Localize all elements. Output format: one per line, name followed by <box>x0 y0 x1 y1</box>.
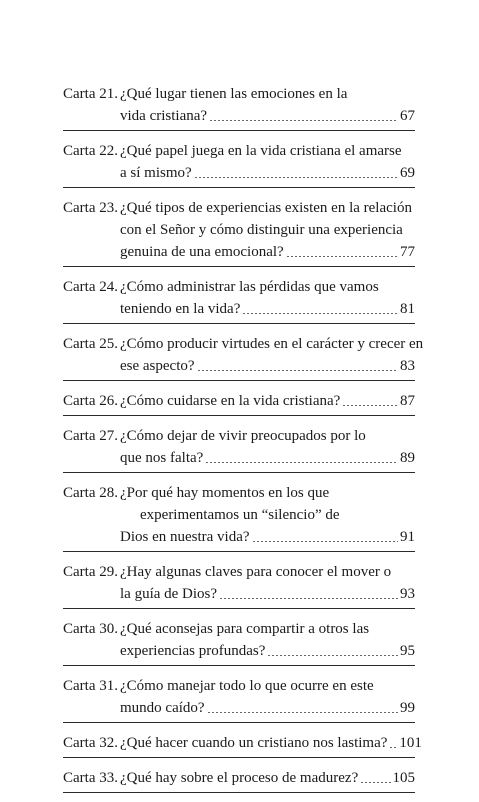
toc-entry <box>63 197 415 267</box>
toc-entry <box>63 767 415 793</box>
toc-entry-line <box>63 140 415 162</box>
dot-leader <box>342 405 398 406</box>
letter-number: Carta 21. <box>63 86 118 102</box>
toc-entry <box>63 561 415 609</box>
page-number: 77 <box>400 244 415 260</box>
page-number: 95 <box>400 643 415 659</box>
letter-number: Carta 25. <box>63 336 118 352</box>
page-number: 87 <box>400 393 415 409</box>
toc-entry-line <box>63 219 415 241</box>
letter-title: ¿Qué papel juega en la vida cristiana el amarse <box>120 143 402 159</box>
toc-entry-final-line <box>63 732 422 754</box>
dot-leader <box>252 541 398 542</box>
letter-number: Carta 32. <box>63 735 118 751</box>
letter-number: Carta 26. <box>63 393 118 409</box>
toc-entry <box>63 83 415 131</box>
letter-title: que nos falta? <box>120 450 204 466</box>
toc-entry-final-line <box>63 105 415 127</box>
dot-leader <box>207 712 398 713</box>
toc-entry-final-line <box>63 447 415 469</box>
letter-title: Dios en nuestra vida? <box>120 529 250 545</box>
toc-entry-final-line <box>63 583 415 605</box>
letter-number: Carta 23. <box>63 200 118 216</box>
letter-number: Carta 24. <box>63 279 118 295</box>
dot-leader <box>242 313 398 314</box>
letter-number: Carta 27. <box>63 428 118 444</box>
letter-title: ¿Cómo cuidarse en la vida cristiana? <box>120 393 341 409</box>
letter-title: ¿Qué hay sobre el proceso de madurez? <box>120 770 359 786</box>
letter-number: Carta 29. <box>63 564 118 580</box>
letter-title: mundo caído? <box>120 700 205 716</box>
letter-title: ese aspecto? <box>120 358 195 374</box>
toc-entry-final-line <box>63 640 415 662</box>
toc-entry <box>63 618 415 666</box>
dot-leader <box>389 747 397 748</box>
letter-title: experiencias profundas? <box>120 643 266 659</box>
toc-entry-final-line <box>63 162 415 184</box>
page-number: 67 <box>400 108 415 124</box>
page-number: 81 <box>400 301 415 317</box>
toc-entry <box>63 390 415 416</box>
toc-entry <box>63 482 415 552</box>
dot-leader <box>286 256 398 257</box>
letter-title: genuina de una emocional? <box>120 244 284 260</box>
toc-entry-line <box>63 197 415 219</box>
letter-title: a sí mismo? <box>120 165 192 181</box>
toc-entry-line <box>63 561 415 583</box>
page-number: 89 <box>400 450 415 466</box>
letter-number: Carta 22. <box>63 143 118 159</box>
letter-title: ¿Qué lugar tienen las emociones en la <box>120 86 348 102</box>
page-number: 69 <box>400 165 415 181</box>
toc-entry <box>63 276 415 324</box>
letter-title: ¿Cómo manejar todo lo que ocurre en este <box>120 678 374 694</box>
toc-entry-line <box>63 83 415 105</box>
dot-leader <box>209 120 398 121</box>
dot-leader <box>205 462 398 463</box>
table-of-contents <box>63 83 424 802</box>
page-number: 83 <box>400 358 415 374</box>
letter-title: teniendo en la vida? <box>120 301 241 317</box>
page-number: 99 <box>400 700 415 716</box>
page-number: 101 <box>399 735 422 751</box>
toc-entry-line <box>63 675 415 697</box>
letter-title: ¿Qué hacer cuando un cristiano nos lastima? <box>120 735 388 751</box>
toc-entry-line <box>63 504 415 526</box>
dot-leader <box>360 782 390 783</box>
toc-entry-final-line <box>63 241 415 263</box>
toc-entry-final-line <box>63 298 415 320</box>
page-number: 93 <box>400 586 415 602</box>
letter-title: ¿Qué aconsejas para compartir a otros las <box>120 621 370 637</box>
letter-title: ¿Qué tipos de experiencias existen en la relación <box>120 200 412 216</box>
dot-leader <box>267 655 398 656</box>
letter-number: Carta 31. <box>63 678 118 694</box>
dot-leader <box>197 370 398 371</box>
toc-entry-line <box>63 482 415 504</box>
letter-title: ¿Hay algunas claves para conocer el mover o <box>120 564 392 580</box>
toc-entry <box>63 333 424 381</box>
toc-entry <box>63 140 415 188</box>
letter-title: ¿Cómo dejar de vivir preocupados por lo <box>120 428 366 444</box>
letter-title: ¿Cómo producir virtudes en el carácter y crecer en <box>120 336 424 352</box>
letter-number: Carta 30. <box>63 621 118 637</box>
toc-entry-line <box>63 425 415 447</box>
letter-title: experimentamos un “silencio” de <box>140 507 340 523</box>
toc-entry <box>63 425 415 473</box>
dot-leader <box>219 598 398 599</box>
toc-entry-final-line <box>63 697 415 719</box>
toc-entry-line <box>63 618 415 640</box>
toc-entry <box>63 675 415 723</box>
toc-entry-final-line <box>63 355 415 377</box>
toc-entry-final-line <box>63 767 415 789</box>
page-number: 105 <box>392 770 415 786</box>
toc-entry-line <box>63 276 415 298</box>
letter-number: Carta 28. <box>63 485 118 501</box>
toc-entry-line <box>63 333 424 355</box>
letter-title: la guía de Dios? <box>120 586 218 602</box>
page-number: 91 <box>400 529 415 545</box>
dot-leader <box>194 177 398 178</box>
letter-number: Carta 33. <box>63 770 118 786</box>
letter-title: con el Señor y cómo distinguir una experiencia <box>120 222 403 238</box>
letter-title: vida cristiana? <box>120 108 208 124</box>
letter-title: ¿Cómo administrar las pérdidas que vamos <box>120 279 379 295</box>
letter-title: ¿Por qué hay momentos en los que <box>120 485 330 501</box>
toc-entry-final-line <box>63 526 415 548</box>
toc-entry-final-line <box>63 390 415 412</box>
